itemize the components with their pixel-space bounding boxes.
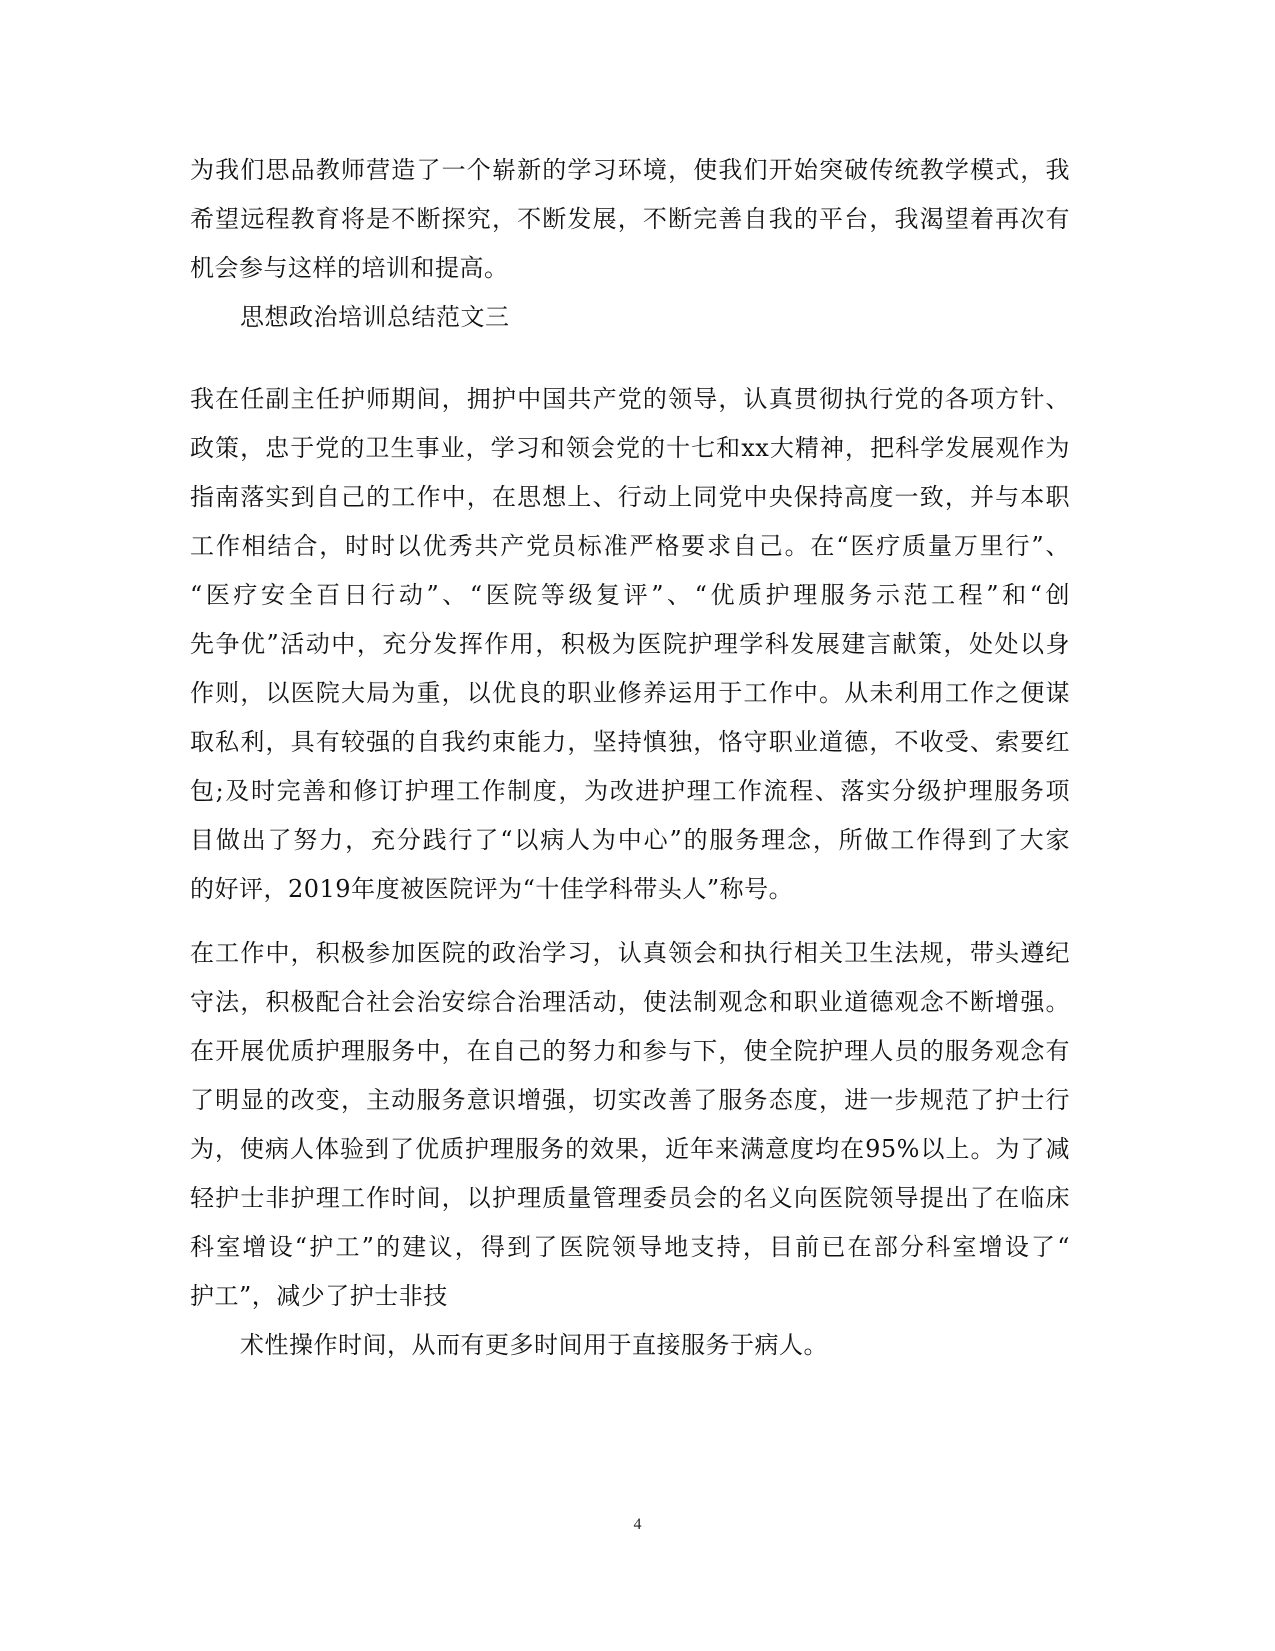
- text-line: 了明显的改变，主动服务意识增强，切实改善了服务态度，进一步规范了护士行: [190, 1086, 1070, 1114]
- text-line: 先争优”活动中，充分发挥作用，积极为医院护理学科发展建言献策，处处以身: [190, 630, 1070, 658]
- text-line: 作则，以医院大局为重，以优良的职业修养运用于工作中。从未利用工作之便谋: [190, 679, 1070, 707]
- text-line: 目做出了努力，充分践行了“以病人为中心”的服务理念，所做工作得到了大家: [190, 826, 1070, 854]
- text-line: 守法，积极配合社会治安综合治理活动，使法制观念和职业道德观念不断增强。: [190, 988, 1070, 1016]
- text-line: 指南落实到自己的工作中，在思想上、行动上同党中央保持高度一致，并与本职: [190, 483, 1070, 511]
- text-line: 为，使病人体验到了优质护理服务的效果，近年来满意度均在95%以上。为了减: [190, 1135, 1070, 1163]
- intro-paragraph: [190, 146, 1070, 342]
- text-line: 希望远程教育将是不断探究，不断发展，不断完善自我的平台，我渴望着再次有: [190, 205, 1070, 233]
- text-line: 包;及时完善和修订护理工作制度，为改进护理工作流程、落实分级护理服务项: [190, 777, 1070, 805]
- text-line: 我在任副主任护师期间，拥护中国共产党的领导，认真贯彻执行党的各项方针、: [190, 385, 1070, 413]
- page-number: 4: [633, 1516, 642, 1533]
- text-line: 轻护士非护理工作时间，以护理质量管理委员会的名义向医院领导提出了在临床: [190, 1184, 1070, 1212]
- text-line: 在开展优质护理服务中，在自己的努力和参与下，使全院护理人员的服务观念有: [190, 1037, 1070, 1065]
- text-line: 科室增设“护工”的建议，得到了医院领导地支持，目前已在部分科室增设了“: [190, 1233, 1070, 1261]
- text-line: “医疗安全百日行动”、“医院等级复评”、“优质护理服务示范工程”和“创: [190, 581, 1070, 609]
- paragraph-1: [190, 375, 1070, 914]
- text-line: 机会参与这样的培训和提高。: [190, 254, 509, 282]
- closing-line: 术性操作时间，从而有更多时间用于直接服务于病人。: [240, 1331, 828, 1359]
- text-line: 为我们思品教师营造了一个崭新的学习环境，使我们开始突破传统教学模式，我: [190, 156, 1070, 184]
- text-line: 在工作中，积极参加医院的政治学习，认真领会和执行相关卫生法规，带头遵纪: [190, 939, 1070, 967]
- paragraph-2: [190, 929, 1070, 1370]
- text-line: 工作相结合，时时以优秀共产党员标准严格要求自己。在“医疗质量万里行”、: [190, 532, 1070, 560]
- text-line: 护工”，减少了护士非技: [190, 1282, 448, 1310]
- section-heading: 思想政治培训总结范文三: [240, 303, 510, 331]
- text-line: 取私利，具有较强的自我约束能力，坚持慎独，恪守职业道德，不收受、索要红: [190, 728, 1070, 756]
- text-line: 的好评，2019年度被医院评为“十佳学科带头人”称号。: [190, 875, 794, 903]
- text-line: 政策，忠于党的卫生事业，学习和领会党的十七和xx大精神，把科学发展观作为: [190, 434, 1070, 462]
